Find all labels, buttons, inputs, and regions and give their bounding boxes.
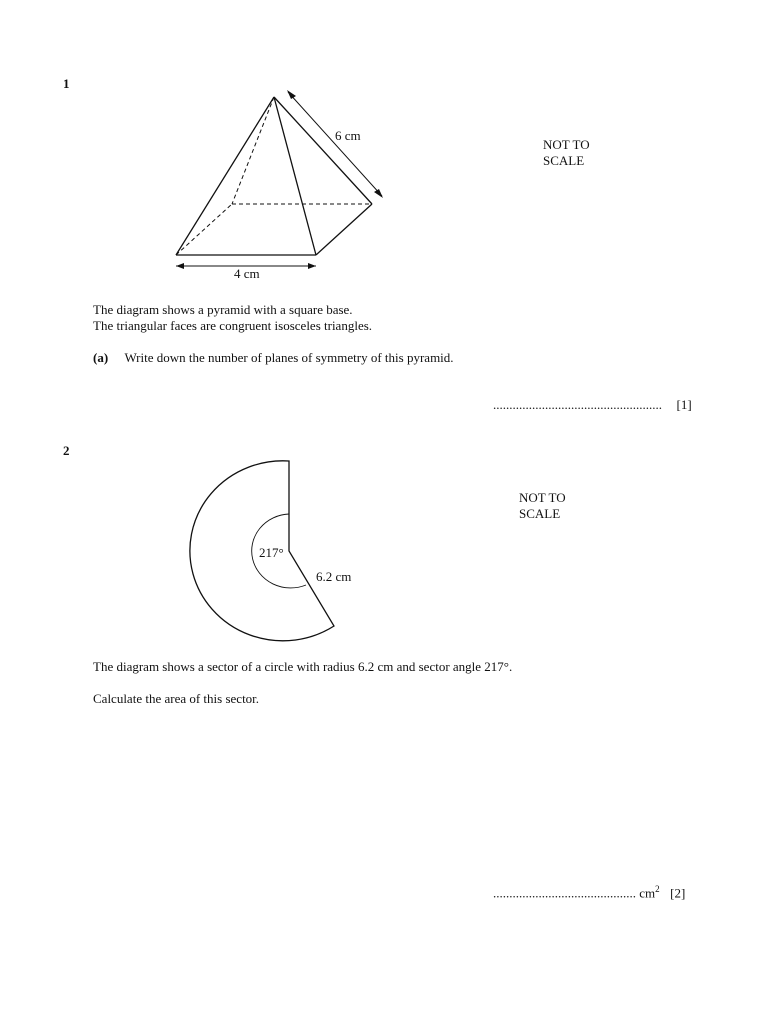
answer-dots: ............................................ [493,885,636,901]
radius-label: 6.2 cm [316,569,352,584]
answer-line [493,881,685,901]
scale-note-line: NOT TO [519,490,566,505]
question-text-line: Calculate the area of this sector. [93,691,260,706]
unit-power: 2 [655,884,660,894]
scale-note-line: SCALE [519,506,561,521]
part-text: Write down the number of planes of symmetry of this pyramid. [124,350,454,365]
question-text-line: The diagram shows a pyramid with a square base. [93,302,353,317]
question-text-line: The diagram shows a sector of a circle with radius 6.2 cm and sector angle 217°. [93,659,513,674]
question-text-line: The triangular faces are congruent isosceles triangles. [93,318,373,333]
marks-label: [2] [670,885,686,901]
question-number: 1 [63,76,70,91]
question-number: 2 [63,443,70,458]
answer-unit: cm [639,885,656,901]
angle-label: 217° [259,545,284,560]
marks-label: [1] [676,397,692,412]
base-length-label: 4 cm [234,266,260,281]
scale-note-line: SCALE [543,153,585,168]
scale-note-line: NOT TO [543,137,590,152]
slant-length-label: 6 cm [335,128,361,143]
answer-dots: .................................................... [493,397,662,412]
part-label: (a) [93,350,109,365]
not-to-scale-note [519,490,566,522]
